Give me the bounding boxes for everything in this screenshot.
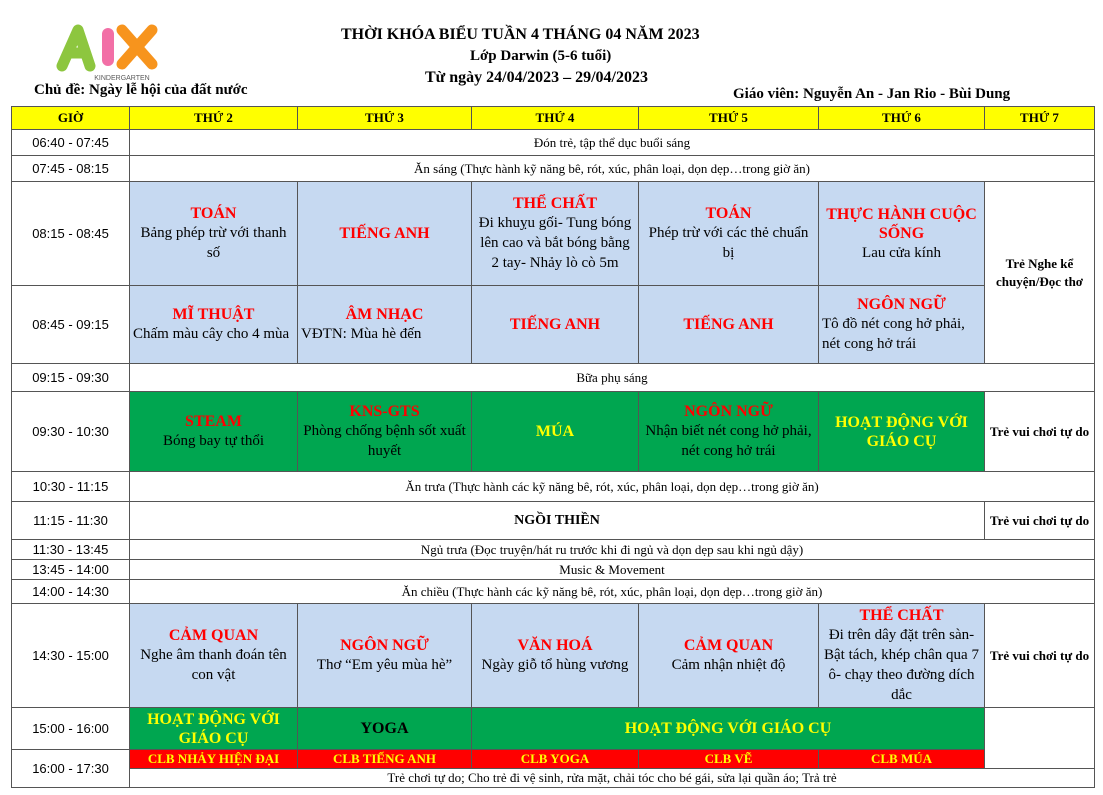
subject-desc: Đi khuỵu gối- Tung bóng lên cao và bắt bóng bằng 2 tay- Nhảy lò cò 5m xyxy=(478,215,632,271)
logo-letters-icon xyxy=(62,28,152,66)
subject-title: ÂM NHẠC xyxy=(345,306,424,323)
time-cell: 10:30 - 11:15 xyxy=(12,472,130,502)
time-cell: 06:40 - 07:45 xyxy=(12,130,130,156)
activity-cell xyxy=(639,604,819,708)
activity-cell: Ăn sáng (Thực hành kỹ năng bê, rót, xúc, phân loại, dọn dẹp…trong giờ ăn) xyxy=(130,156,1095,182)
activity-cell: Ăn trưa (Thực hành các kỹ năng bê, rót, xúc, phân loại, dọn dẹp…trong giờ ăn) xyxy=(130,472,1095,502)
activity-cell xyxy=(472,286,639,364)
time-cell: 11:30 - 13:45 xyxy=(12,540,130,560)
table-row xyxy=(12,540,1095,560)
saturday-cell: Trẻ vui chơi tự do xyxy=(985,392,1095,472)
time-cell: 15:00 - 16:00 xyxy=(12,708,130,750)
saturday-cell: Trẻ Nghe kể chuyện/Đọc thơ xyxy=(985,182,1095,364)
table-row xyxy=(12,472,1095,502)
time-cell: 07:45 - 08:15 xyxy=(12,156,130,182)
empty-cell xyxy=(985,708,1095,750)
subject-title: THỰC HÀNH CUỘC SỐNG xyxy=(826,205,977,242)
subject-desc: Chấm màu cây cho 4 mùa xyxy=(133,326,290,342)
activity-cell: Đón trẻ, tập thể dục buổi sáng xyxy=(130,130,1095,156)
subject-title: THỂ CHẤT xyxy=(512,195,597,212)
subject-desc: Bóng bay tự thổi xyxy=(162,433,265,449)
activity-cell xyxy=(298,392,472,472)
time-cell: 14:30 - 15:00 xyxy=(12,604,130,708)
time-cell: 16:00 - 17:30 xyxy=(12,750,130,788)
subject-title: HOẠT ĐỘNG VỚI GIÁO CỤ xyxy=(147,710,280,747)
subject-title: THỂ CHẤT xyxy=(859,607,944,624)
activity-cell xyxy=(130,604,298,708)
activity-cell xyxy=(298,708,472,750)
table-row xyxy=(12,769,1095,788)
time-cell: 08:45 - 09:15 xyxy=(12,286,130,364)
subject-desc: Nhận biết nét cong hở phải, nét cong hở trái xyxy=(645,423,812,459)
subject-desc: Thơ “Em yêu mùa hè” xyxy=(316,657,453,673)
header-row xyxy=(12,107,1095,130)
subject-desc: Ngày giỗ tổ hùng vương xyxy=(481,657,629,673)
subject-title: KNS-GTS xyxy=(349,403,420,420)
activity-cell xyxy=(819,392,985,472)
subject-title: HOẠT ĐỘNG VỚI GIÁO CỤ xyxy=(624,720,832,737)
activity-cell xyxy=(130,392,298,472)
activity-cell: Ăn chiều (Thực hành các kỹ năng bê, rót, xúc, phân loại, dọn dẹp…trong giờ ăn) xyxy=(130,580,1095,604)
activity-cell xyxy=(472,604,639,708)
table-row xyxy=(12,502,1095,540)
saturday-cell: Trẻ vui chơi tự do xyxy=(985,502,1095,540)
time-cell: 14:00 - 14:30 xyxy=(12,580,130,604)
activity-cell xyxy=(298,286,472,364)
activity-cell xyxy=(130,286,298,364)
subject-title: MĨ THUẬT xyxy=(172,306,255,323)
subject-title: TOÁN xyxy=(190,205,237,222)
subject-desc: Phép trừ với các thẻ chuẩn bị xyxy=(648,225,809,261)
subject-title: CẢM QUAN xyxy=(168,627,259,644)
table-row xyxy=(12,604,1095,708)
table-row xyxy=(12,750,1095,769)
subject-title: TIẾNG ANH xyxy=(509,316,601,333)
subject-desc: Tô đồ nét cong hở phải, nét cong hở trái xyxy=(822,316,965,352)
subject-title: NGÔN NGỮ xyxy=(684,403,773,420)
table-row xyxy=(12,708,1095,750)
col-header-thu: THỨ 5 xyxy=(639,107,819,130)
subject-desc: VĐTN: Mùa hè đến xyxy=(301,326,422,342)
class-name: Lớp Darwin (5-6 tuổi) xyxy=(470,48,612,64)
subject-title: HOẠT ĐỘNG VỚI GIÁO CỤ xyxy=(835,413,968,450)
saturday-cell: Trẻ vui chơi tự do xyxy=(985,604,1095,708)
col-header-fri: THỨ 6 xyxy=(819,107,985,130)
activity-cell: Ngủ trưa (Đọc truyện/hát ru trước khi đi ngủ và dọn dẹp sau khi ngủ dậy) xyxy=(130,540,1095,560)
col-header-wed: THỨ 4 xyxy=(472,107,639,130)
table-row xyxy=(12,130,1095,156)
subject-title: NGÔN NGỮ xyxy=(340,637,429,654)
time-cell: 13:45 - 14:00 xyxy=(12,560,130,580)
time-cell: 08:15 - 08:45 xyxy=(12,182,130,286)
subject-title: STEAM xyxy=(185,413,242,430)
club-cell: CLB VẼ xyxy=(639,750,819,769)
school-logo xyxy=(56,22,160,86)
table-row xyxy=(12,286,1095,364)
activity-cell xyxy=(819,604,985,708)
activity-cell xyxy=(298,182,472,286)
subject-desc: Phòng chống bệnh sốt xuất huyết xyxy=(303,423,466,459)
subject-title: YOGA xyxy=(360,720,409,737)
time-cell: 11:15 - 11:30 xyxy=(12,502,130,540)
col-header-tue: THỨ 3 xyxy=(298,107,472,130)
subject-desc: Bảng phép trừ với thanh số xyxy=(140,225,287,261)
table-row xyxy=(12,156,1095,182)
activity-cell xyxy=(472,182,639,286)
subject-desc: Cảm nhận nhiệt độ xyxy=(671,657,786,673)
subject-title: TIẾNG ANH xyxy=(339,225,430,242)
activity-cell xyxy=(298,604,472,708)
empty-cell xyxy=(985,750,1095,769)
theme-label: Chủ đề: Ngày lễ hội của đất nước xyxy=(34,82,248,98)
activity-cell xyxy=(819,182,985,286)
activity-cell xyxy=(819,286,985,364)
table-row xyxy=(12,364,1095,392)
club-cell: CLB MÚA xyxy=(819,750,985,769)
col-header-mon: THỨ 2 xyxy=(130,107,298,130)
logo-subtitle: KINDERGARTEN xyxy=(94,75,150,82)
activity-cell xyxy=(472,392,639,472)
table-row xyxy=(12,580,1095,604)
activity-cell xyxy=(130,182,298,286)
time-cell: 09:15 - 09:30 xyxy=(12,364,130,392)
subject-desc: Đi trên dây đặt trên sàn- Bật tách, khép chân qua 7 ô- chạy theo đường dích dắc xyxy=(824,627,979,703)
subject-title: MÚA xyxy=(535,423,575,440)
club-cell: CLB TIẾNG ANH xyxy=(298,750,472,769)
subject-title: NGÔN NGỮ xyxy=(857,296,946,313)
table-row xyxy=(12,392,1095,472)
subject-title: CẢM QUAN xyxy=(683,637,774,654)
activity-cell xyxy=(639,392,819,472)
timetable xyxy=(11,106,1095,788)
table-row xyxy=(12,560,1095,580)
activity-cell: Trẻ chơi tự do; Cho trẻ đi vệ sinh, rửa mặt, chải tóc cho bé gái, sửa lại quần áo; Trả trẻ xyxy=(130,769,1095,788)
col-header-time: GIỜ xyxy=(12,107,130,130)
activity-cell xyxy=(639,182,819,286)
date-range: Từ ngày 24/04/2023 – 29/04/2023 xyxy=(425,69,648,86)
teachers-label: Giáo viên: Nguyễn An - Jan Rio - Bùi Dung xyxy=(733,86,1011,102)
table-row xyxy=(12,182,1095,286)
activity-cell: NGỒI THIỀN xyxy=(130,502,985,540)
col-header-sat: THỨ 7 xyxy=(985,107,1095,130)
subject-title: TIẾNG ANH xyxy=(683,316,774,333)
page-title: THỜI KHÓA BIỂU TUẦN 4 THÁNG 04 NĂM 2023 xyxy=(341,26,700,43)
subject-title: TOÁN xyxy=(705,205,752,222)
club-cell: CLB YOGA xyxy=(472,750,639,769)
activity-cell: Music & Movement xyxy=(130,560,1095,580)
activity-cell xyxy=(639,286,819,364)
time-cell: 09:30 - 10:30 xyxy=(12,392,130,472)
activity-cell: Bữa phụ sáng xyxy=(130,364,1095,392)
subject-desc: Nghe âm thanh đoán tên con vật xyxy=(140,647,287,683)
activity-cell xyxy=(130,708,298,750)
subject-title: VĂN HOÁ xyxy=(517,637,593,654)
subject-desc: Lau cửa kính xyxy=(862,244,941,261)
activity-cell xyxy=(472,708,985,750)
club-cell: CLB NHẢY HIỆN ĐẠI xyxy=(130,750,298,769)
